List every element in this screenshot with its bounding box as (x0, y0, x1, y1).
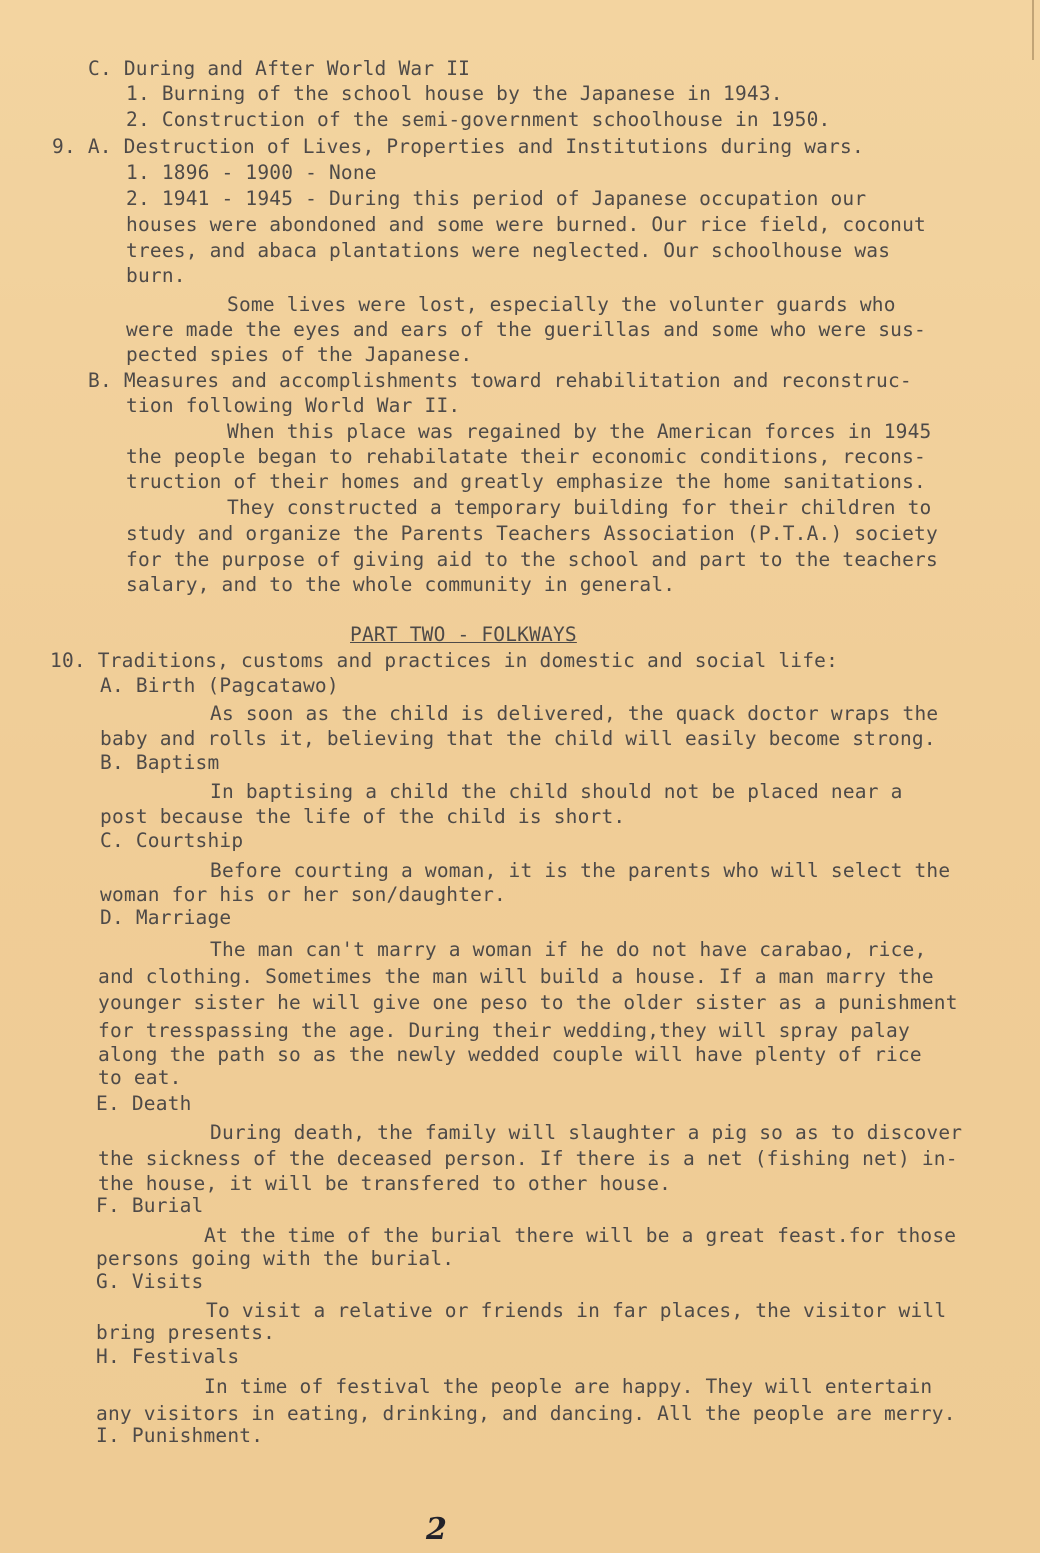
part-two-heading: PART TWO - FOLKWAYS (350, 623, 577, 646)
text-line: Some lives were lost, especially the volunter guards who (227, 293, 896, 316)
text-line: salary, and to the whole community in general. (126, 573, 676, 596)
text-line: were made the eyes and ears of the guerillas and some who were sus- (126, 318, 926, 341)
text-line: They constructed a temporary building for their children to (227, 496, 932, 519)
subheading-visits: G. Visits (96, 1270, 204, 1293)
text-line: 2. Construction of the semi-government schoolhouse in 1950. (126, 108, 831, 131)
text-line: As soon as the child is delivered, the quack doctor wraps the (210, 702, 939, 725)
text-line: along the path so as the newly wedded couple will have plenty of rice (98, 1043, 922, 1066)
text-line: truction of their homes and greatly emphasize the home sanitations. (126, 470, 926, 493)
text-line: post because the life of the child is short. (100, 805, 626, 828)
text-line: At the time of the burial there will be a great feast.for those (204, 1224, 957, 1247)
text-line: the sickness of the deceased person. If there is a net (fishing net) in- (98, 1147, 958, 1170)
text-line: To visit a relative or friends in far places, the visitor will (206, 1299, 947, 1322)
text-line: study and organize the Parents Teachers Association (P.T.A.) society (126, 522, 938, 545)
text-line: 1. 1896 - 1900 - None (126, 161, 377, 184)
text-line: for tresspassing the age. During their wedding,they will spray palay (98, 1019, 910, 1042)
text-line: 1. Burning of the school house by the Japanese in 1943. (126, 82, 783, 105)
subheading-death: E. Death (96, 1092, 192, 1115)
subheading-burial: F. Burial (96, 1194, 204, 1217)
text-line: 2. 1941 - 1945 - During this period of Japanese occupation our (126, 187, 867, 210)
subheading-festivals: H. Festivals (96, 1345, 240, 1368)
text-line: In baptising a child the child should not be placed near a (210, 780, 903, 803)
subheading-courtship: C. Courtship (100, 829, 244, 852)
section-c-heading: C. During and After World War II (88, 57, 471, 80)
text-line: tion following World War II. (126, 394, 461, 417)
item-9-heading: 9. A. Destruction of Lives, Properties and Institutions during wars. (52, 135, 864, 158)
page-number: 2 (426, 1512, 447, 1547)
text-line: trees, and abaca plantations were neglected. Our schoolhouse was (126, 239, 891, 262)
text-line: baby and rolls it, believing that the child will easily become strong. (100, 727, 936, 750)
text-line: to eat. (98, 1066, 182, 1089)
text-line: for the purpose of giving aid to the school and part to the teachers (126, 548, 938, 571)
item-10-heading: 10. Traditions, customs and practices in domestic and social life: (50, 649, 839, 672)
text-line: The man can't marry a woman if he do not have carabao, rice, (210, 938, 927, 961)
text-line: any visitors in eating, drinking, and dancing. All the people are merry. (96, 1402, 956, 1425)
text-line: During death, the family will slaughter a pig so as to discover (210, 1121, 963, 1144)
text-line: woman for his or her son/daughter. (100, 883, 506, 906)
text-line: When this place was regained by the American forces in 1945 (227, 420, 932, 443)
text-line: and clothing. Sometimes the man will build a house. If a man marry the (98, 965, 934, 988)
subheading-marriage: D. Marriage (100, 906, 232, 929)
text-line: the house, it will be transfered to other house. (98, 1172, 672, 1195)
text-line: In time of festival the people are happy. They will entertain (204, 1375, 933, 1398)
text-line: Before courting a woman, it is the parents who will select the (210, 859, 951, 882)
subheading-birth: A. Birth (Pagcatawo) (100, 674, 339, 697)
text-line: bring presents. (96, 1321, 276, 1344)
text-line: pected spies of the Japanese. (126, 343, 473, 366)
section-b-heading: B. Measures and accomplishments toward rehabilitation and reconstruc- (88, 369, 912, 392)
text-line: the people began to rehabilatate their economic conditions, recons- (126, 445, 926, 468)
text-line: burn. (126, 264, 186, 287)
text-line: persons going with the burial. (96, 1247, 455, 1270)
subheading-punishment: I. Punishment. (96, 1424, 264, 1447)
text-line: houses were abondoned and some were burned. Our rice field, coconut (126, 213, 926, 236)
text-line: younger sister he will give one peso to the older sister as a punishment (98, 991, 958, 1014)
paper-edge-mark (1032, 0, 1034, 60)
subheading-baptism: B. Baptism (100, 751, 220, 774)
